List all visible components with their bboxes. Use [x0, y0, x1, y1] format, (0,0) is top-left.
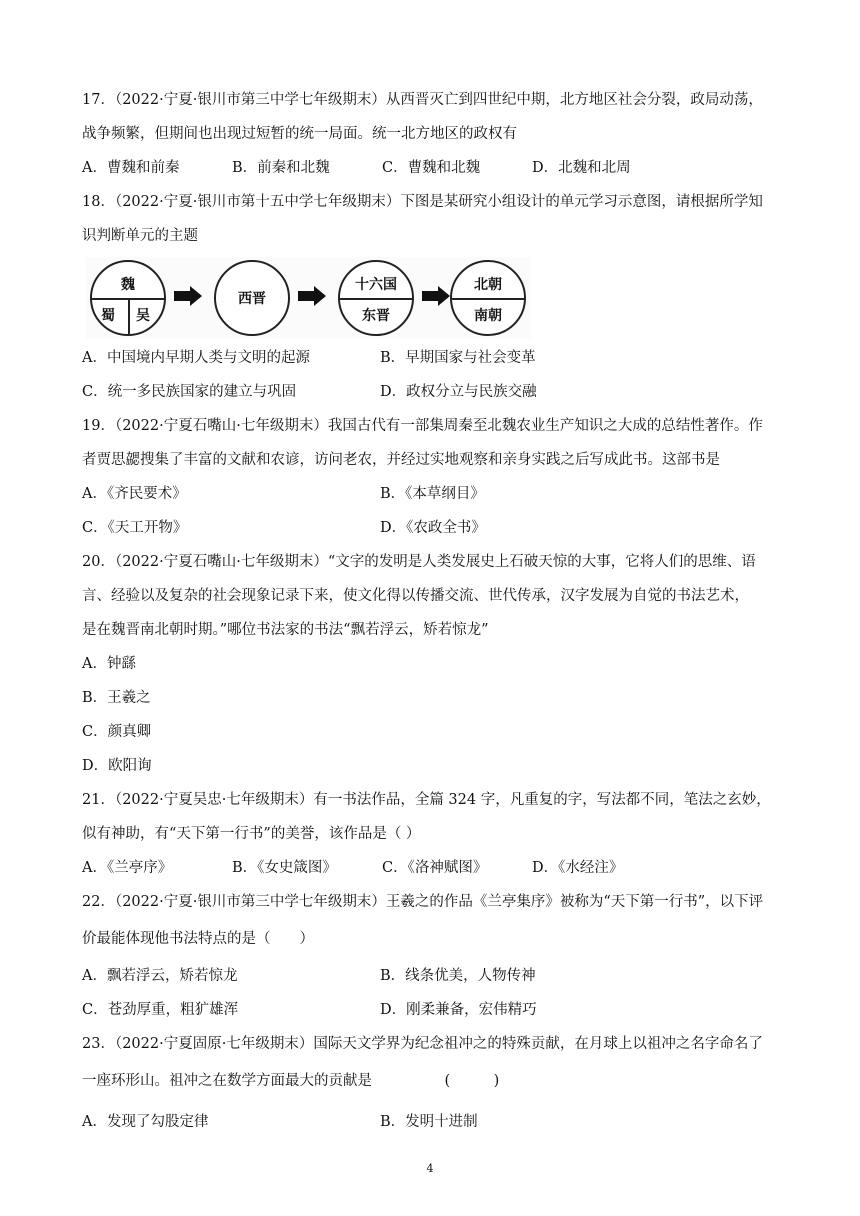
question-22-text-line1: 22．（2022·宁夏·银川市第三中学七年级期末）王羲之的作品《兰亭集序》被称为“天下第一行书”，以下评: [82, 894, 764, 910]
arrow-right-icon: [298, 286, 326, 306]
question-18-option-c: C．统一多民族国家的建立与巩固: [82, 384, 297, 400]
diagram-label-eastern-jin: 东晋: [362, 308, 390, 324]
diagram-circle-northern-southern: [450, 260, 526, 336]
question-20-text-line3: 是在魏晋南北朝时期。”哪位书法家的书法“飘若浮云，矫若惊龙”: [82, 622, 489, 638]
question-23-option-a: A．发现了勾股定律: [82, 1114, 209, 1130]
question-21-option-a: A．《兰亭序》: [82, 860, 173, 876]
question-22-option-a: A．飘若浮云，矫若惊龙: [82, 968, 238, 984]
arrow-right-icon: [174, 286, 202, 306]
question-21-option-c: C．《洛神赋图》: [382, 860, 488, 876]
question-23-option-b: B．发明十进制: [380, 1114, 478, 1130]
question-20-option-d: D．欧阳询: [82, 758, 152, 774]
question-20-text-line1: 20．（2022·宁夏石嘴山·七年级期末）“文字的发明是人类发展史上石破天惊的大事，它将人们的思维、语: [82, 554, 756, 570]
diagram-label-wei: 魏: [121, 277, 135, 293]
question-23-text-line1: 23．（2022·宁夏固原·七年级期末）国际天文学界为纪念祖冲之的特殊贡献，在月球上以祖冲之名字命名了: [82, 1036, 763, 1052]
question-18-text-line1: 18．（2022·宁夏·银川市第十五中学七年级期末）下图是某研究小组设计的单元学习示意图，请根据所学知: [82, 194, 763, 210]
diagram-label-western-jin: 西晋: [238, 291, 266, 307]
unit-learning-diagram: [86, 257, 531, 339]
diagram-circle-three-kingdoms: [90, 260, 166, 336]
arrow-right-icon: [422, 286, 450, 306]
question-19-text-line1: 19．（2022·宁夏石嘴山·七年级期末）我国古代有一部集周秦至北魏农业生产知识之大成的总结性著作。作: [82, 418, 763, 434]
question-20-option-b: B．王羲之: [82, 690, 151, 706]
question-23-text-line2: 一座环形山。祖冲之在数学方面最大的贡献是 ( ): [82, 1073, 500, 1089]
diagram-label-sixteen-kingdoms: 十六国: [355, 277, 397, 293]
question-20-option-c: C．颜真卿: [82, 724, 152, 740]
diagram-circle-western-jin: [214, 260, 290, 336]
question-19-text-line2: 者贾思勰搜集了丰富的文献和农谚，访问老农，并经过实地观察和亲身实践之后写成此书。这部书是: [82, 452, 720, 468]
question-17-option-d: D．北魏和北周: [532, 160, 631, 176]
diagram-circle-sixteen-kingdoms: [338, 260, 414, 336]
question-18-text-line2: 识判断单元的主题: [82, 228, 198, 244]
question-21-text-line2: 似有神助，有“天下第一行书”的美誉，该作品是（ ）: [82, 826, 421, 842]
question-18-option-d: D．政权分立与民族交融: [380, 384, 537, 400]
diagram-label-shu: 蜀: [101, 308, 115, 324]
question-22-option-c: C．苍劲厚重，粗犷雄浑: [82, 1002, 239, 1018]
question-19-option-d: D．《农政全书》: [380, 520, 486, 536]
question-22-option-d: D．刚柔兼备，宏伟精巧: [380, 1002, 537, 1018]
diagram-label-wu: 吴: [136, 308, 150, 324]
question-19-option-c: C．《天工开物》: [82, 520, 188, 536]
diagram-label-northern-dynasties: 北朝: [474, 277, 502, 293]
question-17-option-b: B．前秦和北魏: [232, 160, 330, 176]
page-number: 4: [426, 1162, 434, 1175]
question-20-option-a: A．钟繇: [82, 656, 136, 672]
diagram-label-southern-dynasties: 南朝: [474, 308, 502, 324]
question-17-option-c: C．曹魏和北魏: [382, 160, 481, 176]
question-21-option-b: B．《女史箴图》: [232, 860, 337, 876]
question-18-option-a: A．中国境内早期人类与文明的起源: [82, 350, 310, 366]
question-18-option-b: B．早期国家与社会变革: [380, 350, 536, 366]
question-19-option-a: A．《齐民要术》: [82, 486, 187, 502]
question-22-text-line2: 价最能体现他书法特点的是（ ）: [82, 931, 314, 947]
question-21-text-line1: 21．（2022·宁夏吴忠·七年级期末）有一书法作品，全篇 324 字，凡重复的字，写法都不同，笔法之玄妙，: [82, 792, 771, 808]
question-17-text-line2: 战争频繁，但期间也出现过短暂的统一局面。统一北方地区的政权有: [82, 126, 517, 142]
question-19-option-b: B．《本草纲目》: [380, 486, 485, 502]
question-21-option-d: D．《水经注》: [532, 860, 624, 876]
question-17-text-line1: 17．（2022·宁夏·银川市第三中学七年级期末）从西晋灭亡到四世纪中期，北方地区社会分裂，政局动荡，: [82, 92, 763, 108]
question-22-option-b: B．线条优美，人物传神: [380, 968, 536, 984]
question-17-option-a: A．曹魏和前秦: [82, 160, 180, 176]
question-20-text-line2: 言、经验以及复杂的社会现象记录下来，使文化得以传播交流、世代传承，汉字发展为自觉的书法艺术，: [82, 588, 749, 604]
